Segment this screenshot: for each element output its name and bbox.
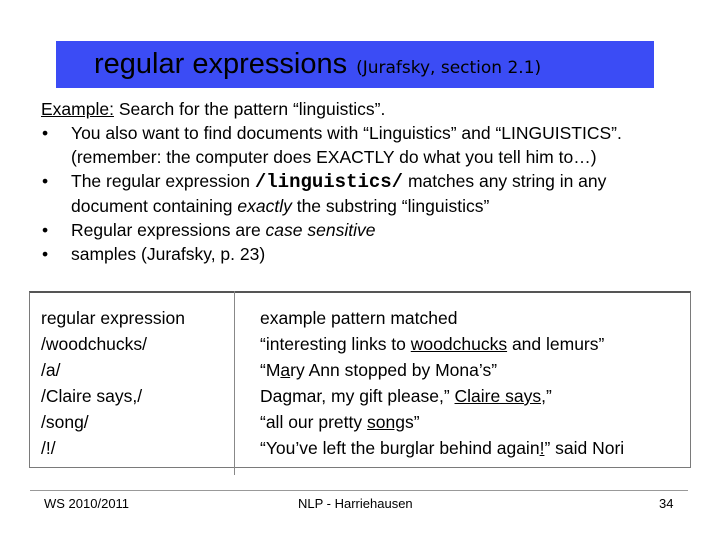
matched-text: ! (539, 438, 545, 458)
matched-text: Claire says, (454, 386, 546, 406)
example-label: Example: (41, 99, 114, 119)
regex-code: /linguistics/ (254, 171, 404, 193)
continuation-em: exactly (237, 196, 292, 216)
bullet-continuation (71, 194, 711, 218)
table-divider (234, 291, 235, 475)
bullet-text-pre: The regular expression (71, 171, 255, 191)
example-text: Search for the pattern “linguistics”. (113, 99, 386, 119)
regex-cell: /!/ (41, 438, 56, 458)
match-post: ry Ann stopped by Mona’s” (290, 360, 498, 380)
match-cell (260, 331, 624, 357)
bullet-text-pre: Regular expressions are (71, 220, 266, 240)
match-pre: Dagmar, my gift please,” (260, 386, 455, 406)
bullet-symbol: • (42, 123, 49, 143)
bullet-list (41, 121, 711, 266)
footer-course: NLP - Harriehausen (298, 496, 413, 511)
footer-rule (30, 490, 688, 491)
example-line (41, 97, 711, 121)
match-post: and lemurs” (507, 334, 605, 354)
slide-title: regular expressions (94, 48, 348, 80)
match-pre: “You’ve left the burglar behind again (260, 438, 540, 458)
bullet-emphasis: case sensitive (265, 220, 376, 240)
regex-header: regular expression (41, 308, 185, 328)
regex-column (41, 305, 185, 461)
bullet-text-post: matches any string in any (403, 171, 607, 191)
continuation-post: the substring “linguistics” (291, 196, 490, 216)
footer-semester: WS 2010/2011 (44, 496, 130, 511)
match-cell (260, 357, 624, 383)
bullet-symbol: • (42, 244, 49, 264)
bullet-text: You also want to find documents with “Linguistics” and “LINGUISTICS”. (71, 123, 622, 143)
match-pre: “all our pretty (260, 412, 367, 432)
match-pre: “interesting links to (260, 334, 411, 354)
regex-cell: /a/ (41, 360, 61, 380)
bullet-item (41, 121, 711, 169)
match-header: example pattern matched (260, 308, 458, 328)
bullet-continuation: (remember: the computer does EXACTLY do what you tell him to…) (71, 147, 597, 167)
bullet-symbol: • (42, 220, 49, 240)
slide-number: 34 (659, 496, 674, 511)
matched-text: song (366, 412, 405, 432)
match-post: ” said Nori (544, 438, 625, 458)
match-cell (260, 435, 624, 461)
match-column (260, 305, 624, 461)
regex-cell: /Claire says,/ (41, 386, 143, 406)
regex-cell: /song/ (41, 412, 89, 432)
continuation-pre: document containing (71, 196, 238, 216)
regex-cell: /woodchucks/ (41, 334, 148, 354)
bullet-item (41, 169, 711, 218)
title-bar (56, 41, 654, 88)
bullet-text: samples (Jurafsky, p. 23) (71, 244, 266, 264)
bullet-item (41, 218, 711, 242)
bullet-symbol: • (42, 171, 49, 191)
bullet-item (41, 242, 711, 266)
match-post: s” (404, 412, 420, 432)
slide-body (41, 97, 711, 266)
matched-text: a (280, 360, 291, 380)
matched-text: woodchucks (410, 334, 508, 354)
match-cell (260, 409, 624, 435)
slide-subtitle: (Jurafsky, section 2.1) (356, 58, 542, 78)
match-cell (260, 383, 624, 409)
match-post: ” (545, 386, 552, 406)
match-pre: “M (260, 360, 281, 380)
